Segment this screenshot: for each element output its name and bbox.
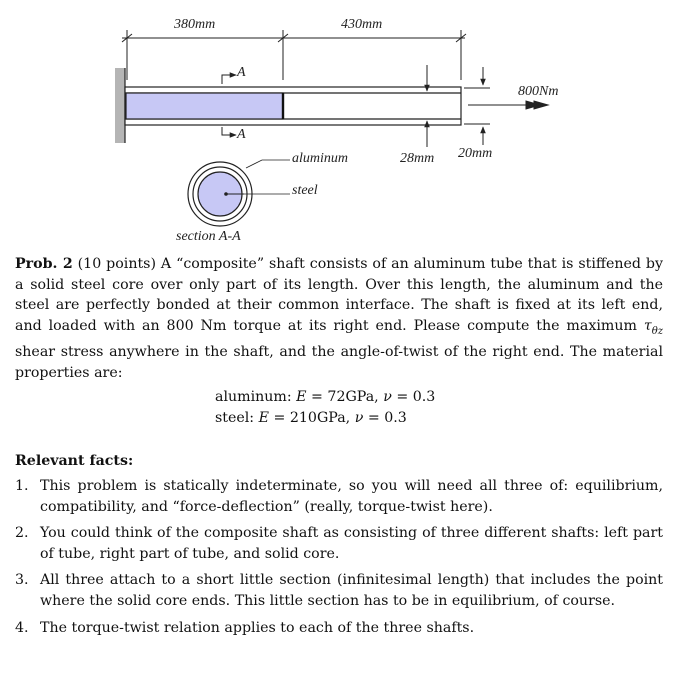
material-name: steel: [215, 410, 255, 427]
poisson-symbol: ν [383, 389, 392, 406]
list-item [15, 476, 663, 517]
shaft-diagram [0, 0, 677, 250]
dimension-line-top [122, 30, 466, 80]
list-number: 4. [15, 619, 29, 636]
poisson-symbol: ν [354, 410, 364, 427]
list-text: The torque-twist relation applies to each of the three shafts. [40, 619, 475, 636]
dim-label-28mm: 28mm [400, 151, 435, 166]
facts-list [15, 476, 663, 638]
material-properties [15, 387, 663, 429]
section-caption: section A-A [176, 229, 241, 244]
dim-label-20mm: 20mm [458, 146, 493, 161]
material-row-steel [215, 408, 663, 429]
poisson-value: = 0.3 [363, 410, 407, 427]
list-text: You could think of the composite shaft as consisting of three different shafts: left part of tube, right part of tube, and solid core. [40, 525, 663, 562]
list-item [15, 618, 663, 639]
tau-subscript: θz [651, 325, 663, 337]
label-steel: steel [292, 183, 318, 198]
dim-arrows-20mm [464, 67, 490, 145]
dim-label-380mm: 380mm [174, 17, 216, 32]
problem-points: (10 points) [77, 256, 156, 272]
list-text: All three attach to a short little section (infinitesimal length) that includes the point where the solid core ends. This little section has to be in equilibrium, of course. [40, 572, 663, 609]
list-text: This problem is statically indeterminate, so you will need all three of: equilibrium, compatibility, and “force-deflection” (really, torque-twist here). [40, 477, 663, 515]
poisson-value: = 0.3 [391, 389, 436, 406]
dim-label-430mm: 430mm [341, 17, 383, 32]
list-item [15, 570, 663, 611]
problem-text-a: A “composite” shaft consists of an aluminum tube that is stiffened by a solid steel core over only part of its length. Over this length, the aluminum and the steel are perfectly bonded at their common interface. The shaft is fixed at its left end, and loaded with an 800 Nm torque at its right end. Please compute the maximum [15, 256, 663, 334]
material-row-aluminum [215, 387, 663, 408]
tau-symbol: τ [643, 317, 652, 334]
problem-body [15, 254, 663, 644]
problem-text-b: shear stress anywhere in the shaft, and the angle-of-twist of the right end. The material properties are: [15, 344, 663, 381]
list-number: 1. [15, 477, 29, 494]
problem-statement [15, 254, 663, 383]
shaft-figure [0, 0, 677, 250]
label-aluminum: aluminum [292, 151, 348, 166]
problem-label: Prob. 2 [15, 256, 73, 272]
list-number: 3. [15, 572, 29, 589]
list-item [15, 523, 663, 564]
modulus-symbol: E [258, 410, 269, 427]
modulus-symbol: E [296, 389, 307, 406]
facts-heading: Relevant facts: [15, 453, 134, 470]
torque-arrow [468, 101, 548, 109]
fixed-wall [115, 68, 125, 143]
section-marker-label-top: A [237, 65, 246, 80]
material-name: aluminum: [215, 389, 292, 406]
steel-core [126, 93, 283, 119]
cross-section [188, 160, 290, 226]
modulus-value: = 210GPa, [268, 410, 351, 427]
section-marker-label-bottom: A [237, 127, 246, 142]
list-number: 2. [15, 525, 29, 542]
torque-label: 800Nm [518, 84, 559, 99]
modulus-value: = 72GPa, [306, 389, 379, 406]
